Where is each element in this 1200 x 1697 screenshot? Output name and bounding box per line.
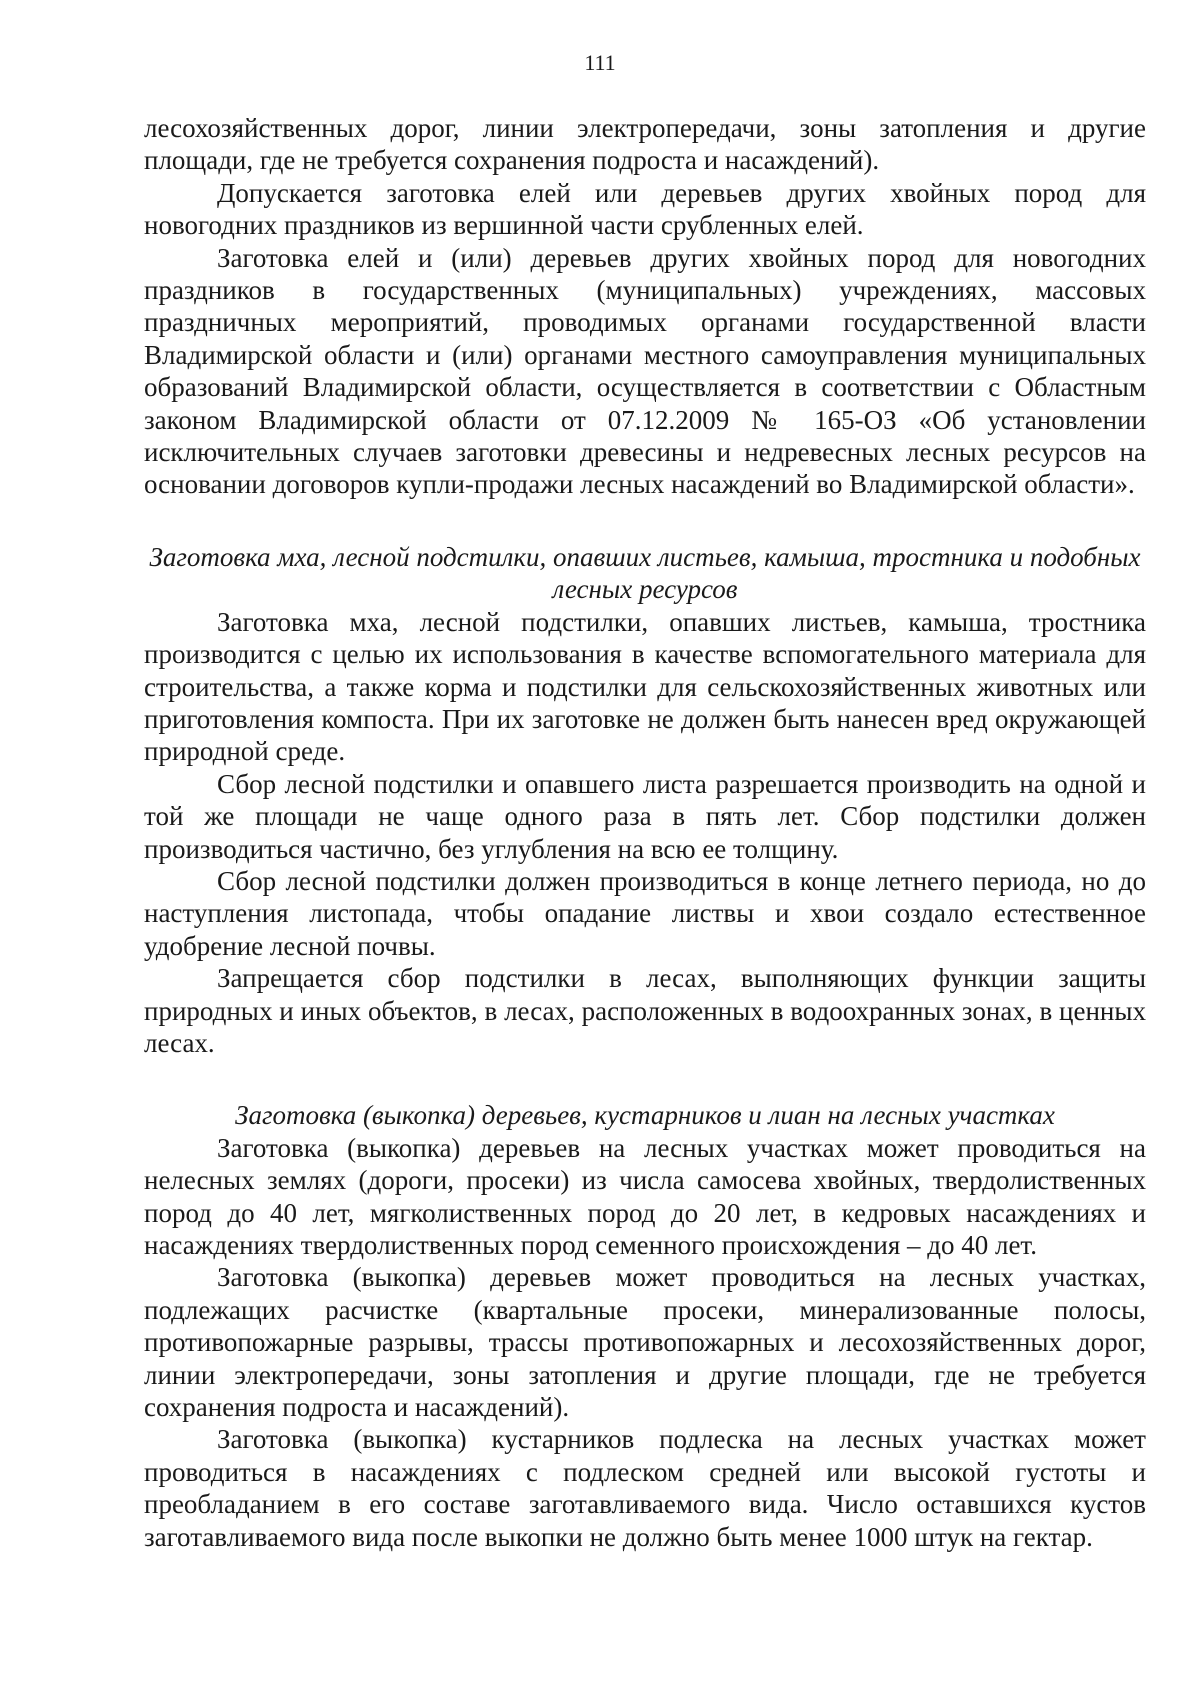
paragraph-continued: лесохозяйственных дорог, линии электропередачи, зоны затопления и другие площади, где не требуется сохранения подроста и насаждений). [144, 113, 1146, 176]
paragraph-moss-purpose: Заготовка мха, лесной подстилки, опавших листьев, камыша, тростника производится с целью их использования в качестве вспомогательного материала для строительства, а также корма и подстилки для сельскохозяйственных животных или приготовления компоста. При их заготовке не должен быть нанесен вред окружающей природной среде. [144, 606, 1146, 767]
paragraph-shrub-digging: Заготовка (выкопка) кустарников подлеска на лесных участках может проводиться в насаждениях с подлеском средней или высокой густоты и преобладанием в его составе заготавливаемого вида. Число оставшихся кустов заготавливаемого вида после выкопки не должно быть менее 1000 штук на гектар. [144, 1424, 1146, 1552]
paragraph-new-year-trees: Допускается заготовка елей или деревьев других хвойных пород для новогодних праздников из вершинной части срубленных елей. [144, 177, 1146, 241]
section-heading-moss: Заготовка мха, лесной подстилки, опавших листьев, камыша, тростника и подобных лесных ресурсов [149, 541, 1141, 605]
section-heading-digging: Заготовка (выкопка) деревьев, кустарников и лиан на лесных участках [235, 1100, 1055, 1131]
paragraph-litter-prohibition: Запрещается сбор подстилки в лесах, выполняющих функции защиты природных и иных объектов, в лесах, расположенных в водоохранных зонах, в ценных лесах. [144, 963, 1146, 1058]
page-number: 111 [584, 50, 616, 75]
section-spacer [144, 1059, 1146, 1099]
paragraph-regional-law: Заготовка елей и (или) деревьев других хвойных пород для новогодних праздников в государственных (муниципальных) учреждениях, массовых праздничных мероприятий, проводимых органами государственной власти Владимирской области и (или) органами местного самоуправления муниципальных образований Владимирской области, осуществляется в соответствии с Областным законом Владимирской области от 07.12.2009 № 165-ОЗ «Об установлении исключительных случаев заготовки древесины и недревесных лесных ресурсов на основании договоров купли-продажи лесных насаждений во Владимирской области». [144, 242, 1146, 500]
paragraph-clearing-areas: Заготовка (выкопка) деревьев может проводиться на лесных участках, подлежащих расчистке (квартальные просеки, минерализованные полосы, противопожарные разрывы, трассы противопожарных и лесохозяйственных дорог, линии электропередачи, зоны затопления и другие площади, где не требуется сохранения подроста и насаждений). [144, 1262, 1146, 1423]
document-body [144, 112, 1146, 1553]
paragraph-litter-timing: Сбор лесной подстилки должен производиться в конце летнего периода, но до наступления листопада, чтобы опадание листвы и хвои создало естественное удобрение лесной почвы. [144, 865, 1146, 961]
section-spacer [144, 501, 1146, 541]
paragraph-tree-digging: Заготовка (выкопка) деревьев на лесных участках может проводиться на нелесных землях (дороги, просеки) из числа самосева хвойных, твердолиственных пород до 40 лет, мягколиственных пород до 20 лет, в кедровых насаждениях и насаждениях твердолиственных пород семенного происхождения – до 40 лет. [144, 1132, 1146, 1260]
paragraph-litter-frequency: Сбор лесной подстилки и опавшего листа разрешается производить на одной и той же площади не чаще одного раза в пять лет. Сбор подстилки должен производиться частично, без углубления на всю ее толщину. [144, 768, 1146, 864]
